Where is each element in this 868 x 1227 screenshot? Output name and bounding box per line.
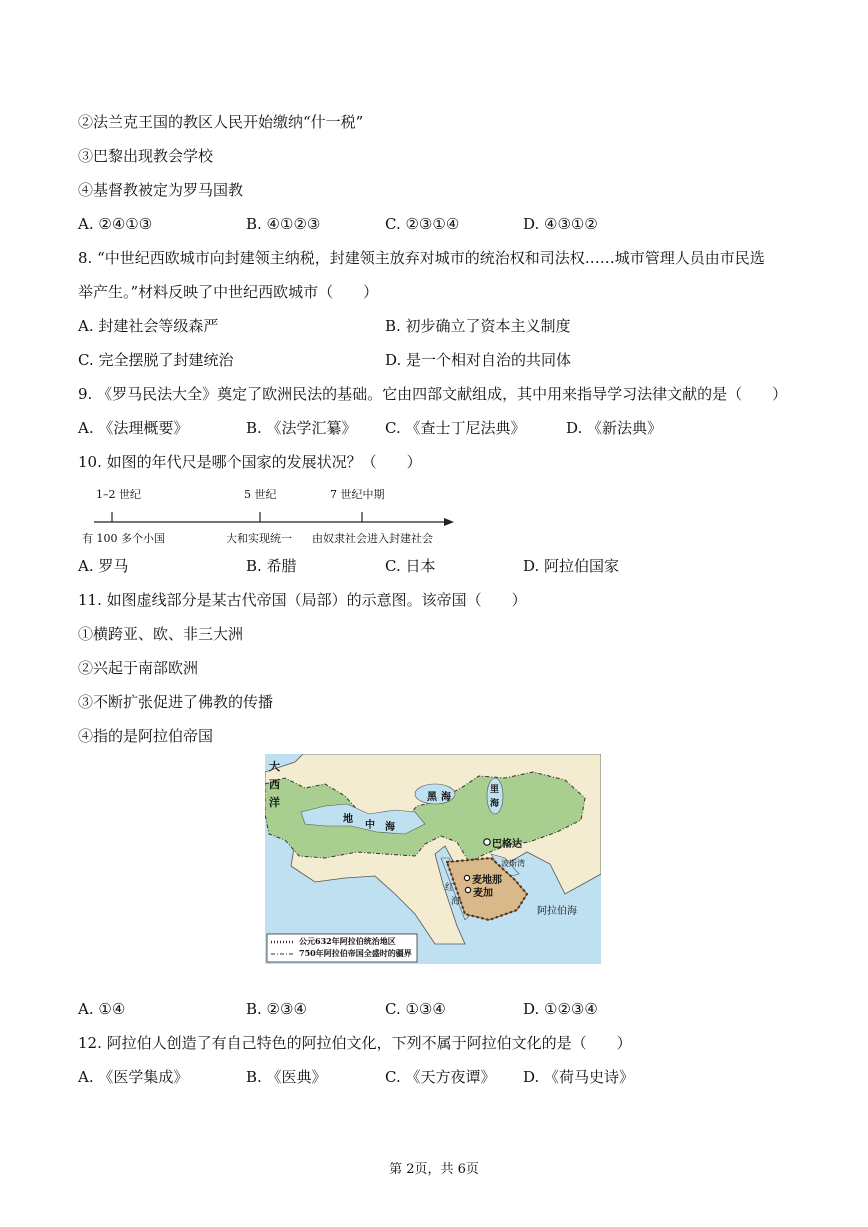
map-label-med-1: 地	[343, 814, 353, 825]
map-label-caspian-1: 里	[490, 785, 500, 795]
map-label-black-2: 海	[441, 792, 451, 803]
q10-option-b: B. 希腊	[246, 557, 297, 575]
q10-option-c: C. 日本	[385, 557, 436, 575]
q12-option-a: A. 《医学集成》	[78, 1068, 189, 1086]
q7-item-4: ④基督教被定为罗马国教	[78, 181, 244, 199]
q11-option-c: C. ①③④	[385, 1000, 446, 1018]
q12-stem: 12. 阿拉伯人创造了有自己特色的阿拉伯文化，下列不属于阿拉伯文化的是（ ）	[78, 1034, 632, 1052]
arab-empire-map	[265, 754, 601, 964]
map-label-atlantic-2: 西	[269, 778, 280, 791]
q11-item-3: ③不断扩张促进了佛教的传播	[78, 693, 274, 711]
map-label-atlantic-3: 洋	[269, 796, 280, 809]
map-label-atlantic-1: 大	[269, 760, 280, 773]
q11-item-1: ①横跨亚、欧、非三大洲	[78, 625, 244, 643]
q8-stem-line2: 举产生。”材料反映了中世纪西欧城市（ ）	[78, 283, 379, 301]
map-legend-632: 公元632年阿拉伯统治地区	[299, 936, 396, 946]
q12-option-b: B. 《医典》	[246, 1068, 327, 1086]
q7-option-a: A. ②④①③	[78, 215, 153, 233]
q9-stem: 9. 《罗马民法大全》奠定了欧洲民法的基础。它由四部文献组成，其中用来指导学习法律文献的是（ ）	[78, 385, 788, 403]
map-label-red-2: 海	[451, 897, 461, 907]
q11-option-d: D. ①②③④	[523, 1000, 598, 1018]
q9-option-d: D. 《新法典》	[566, 419, 663, 437]
q7-item-2: ②法兰克王国的教区人民开始缴纳“什一税”	[78, 113, 364, 131]
map-label-medina: 麦地那	[472, 875, 502, 886]
timeline-bottom-label: 有 100 多个小国	[82, 532, 165, 545]
q11-option-b: B. ②③④	[246, 1000, 307, 1018]
q8-option-d: D. 是一个相对自治的共同体	[385, 351, 572, 369]
q11-item-2: ②兴起于南部欧洲	[78, 659, 199, 677]
q7-option-d: D. ④③①②	[523, 215, 598, 233]
q11-stem: 11. 如图虚线部分是某古代帝国（局部）的示意图。该帝国（ ）	[78, 591, 527, 609]
q12-option-c: C. 《天方夜谭》	[385, 1068, 496, 1086]
q8-option-a: A. 封建社会等级森严	[78, 317, 219, 335]
page-footer: 第 2页，共 6页	[389, 1162, 479, 1177]
map-label-caspian-2: 海	[490, 799, 500, 809]
map-label-black-1: 黑	[427, 792, 437, 803]
map-label-med-2: 中	[365, 820, 375, 831]
q8-stem-line1: 8. “中世纪西欧城市向封建领主纳税，封建领主放弃对城市的统治权和司法权……城市管理人员由市民选	[78, 249, 765, 267]
timeline-bottom-label: 由奴隶社会进入封建社会	[312, 532, 433, 545]
q9-option-c: C. 《查士丁尼法典》	[385, 419, 526, 437]
q7-item-3: ③巴黎出现教会学校	[78, 147, 214, 165]
q8-option-c: C. 完全摆脱了封建统治	[78, 351, 234, 369]
map-legend-750: 750年阿拉伯帝国全盛时的疆界	[299, 948, 412, 958]
q9-option-a: A. 《法理概要》	[78, 419, 189, 437]
q11-item-4: ④指的是阿拉伯帝国	[78, 727, 214, 745]
q8-option-b: B. 初步确立了资本主义制度	[385, 317, 571, 335]
map-label-persian-gulf: 波斯湾	[501, 859, 525, 868]
map-label-arabian-sea: 阿拉伯海	[537, 906, 577, 917]
timeline-top-label: 5 世纪	[244, 488, 277, 501]
q10-stem: 10. 如图的年代尺是哪个国家的发展状况？（ ）	[78, 453, 422, 471]
timeline-figure	[82, 482, 462, 546]
timeline-top-label: 1–2 世纪	[96, 488, 141, 501]
timeline-top-label: 7 世纪中期	[330, 488, 385, 501]
q7-option-b: B. ④①②③	[246, 215, 321, 233]
q9-option-b: B. 《法学汇纂》	[246, 419, 357, 437]
q12-option-d: D. 《荷马史诗》	[523, 1068, 635, 1086]
q10-option-a: A. 罗马	[78, 557, 129, 575]
q11-option-a: A. ①④	[78, 1000, 126, 1018]
q7-option-c: C. ②③①④	[385, 215, 460, 233]
timeline-bottom-label: 大和实现统一	[226, 532, 292, 545]
map-label-med-3: 海	[385, 822, 395, 833]
q10-option-d: D. 阿拉伯国家	[523, 557, 620, 575]
map-label-red-1: 红	[445, 883, 455, 893]
map-label-mecca: 麦加	[473, 888, 493, 899]
map-label-baghdad: 巴格达	[492, 839, 522, 850]
